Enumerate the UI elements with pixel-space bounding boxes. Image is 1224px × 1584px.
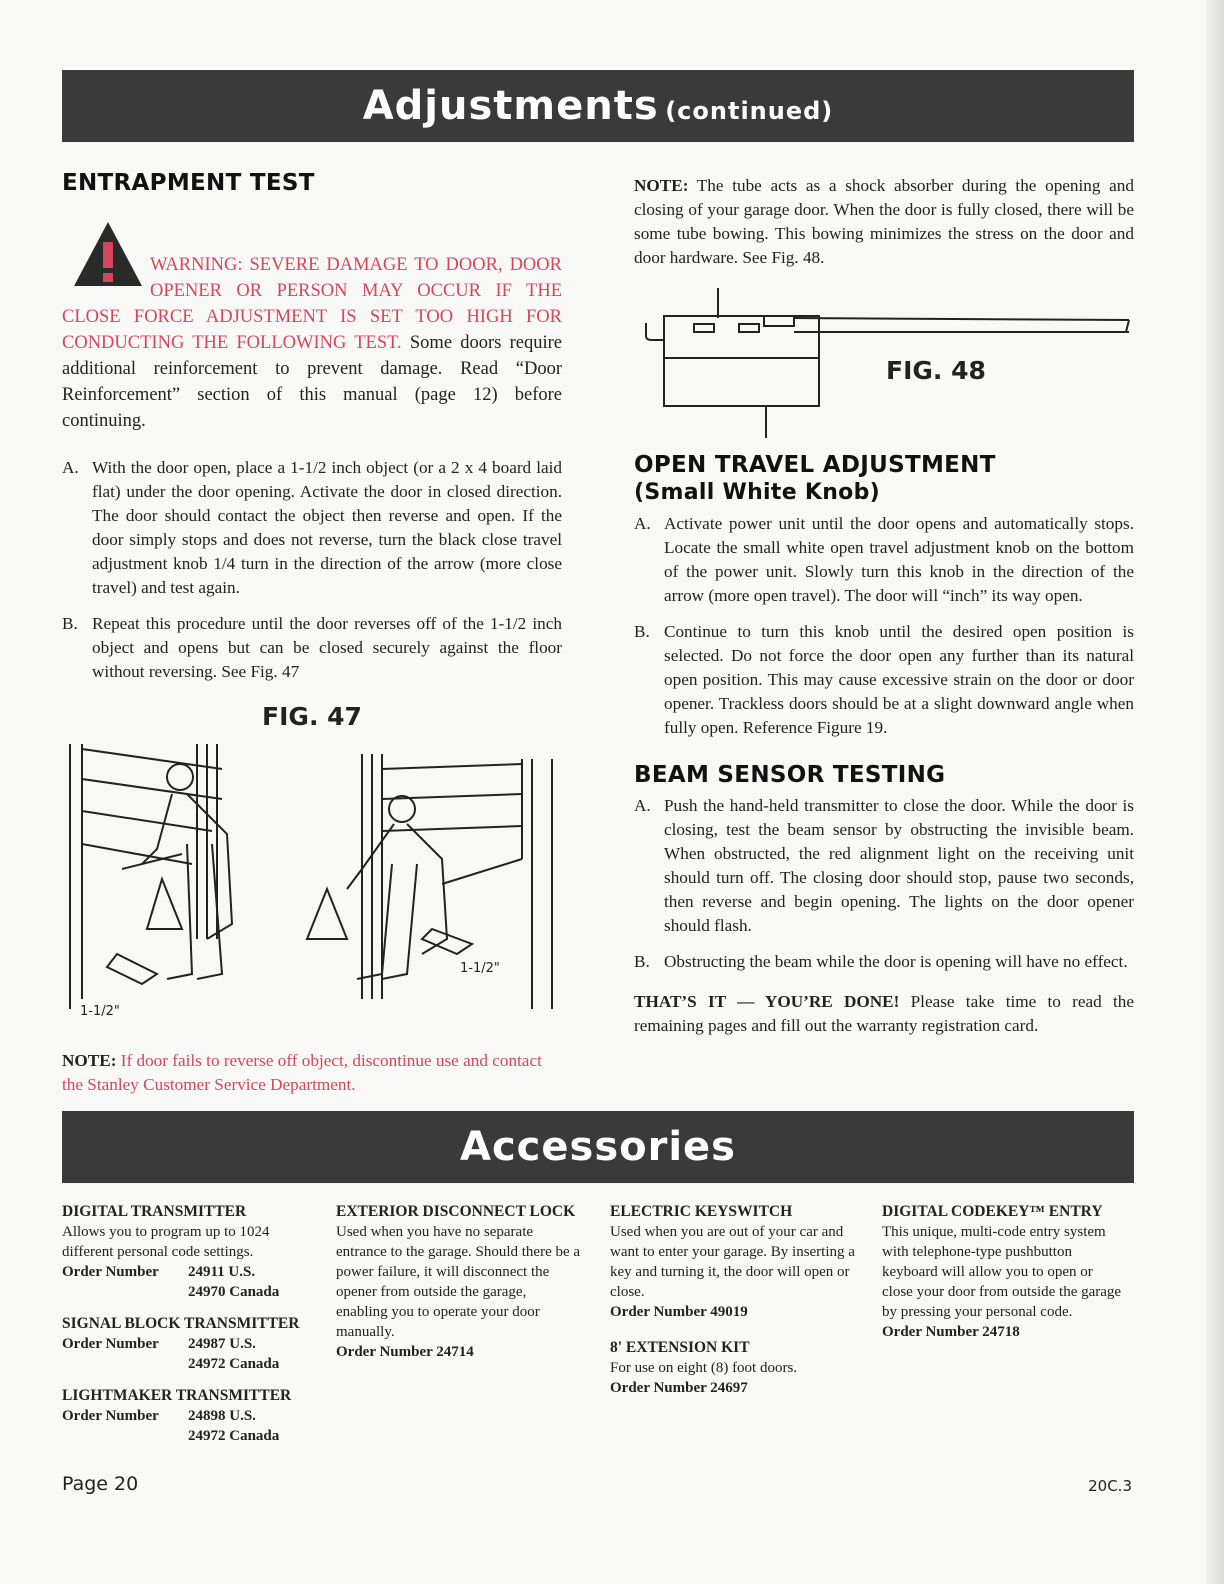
page-number: Page 20 [62,1473,139,1495]
keyswitch-order: Order Number 49019 [610,1304,748,1320]
keyswitch-title: ELECTRIC KEYSWITCH [610,1203,793,1220]
fig-47-label-right: 1-1/2" [460,960,500,976]
tube-note: NOTE: The tube acts as a shock absorber during the opening and closing of your garage door. When the door is fully closed, there will be some tube bowing. This bowing minimizes the stress on the door and door hardware. See Fig. 48. [634,176,1134,267]
digital-transmitter-order: Order Number 24911 U.S. [62,1264,256,1280]
banner-title: Adjustments [362,83,659,129]
fig-48-illustration [634,288,1134,438]
entrapment-heading: ENTRAPMENT TEST [62,170,315,196]
left-column [62,170,562,1097]
garage-door-test-illustration [62,739,562,1029]
codekey-desc: This unique, multi-code entry system with telephone-type pushbutton keyboard will allow you to open or close your door from outside the garage by pressing your personal code. [882,1224,1122,1320]
open-travel-subheading: (Small White Knob) [634,479,881,505]
fig-47-title: FIG. 47 [262,701,362,731]
entrapment-note: NOTE: If door fails to reverse off object, discontinue use and contact the Stanley Customer Service Department. [62,1050,542,1094]
open-travel-heading: OPEN TRAVEL ADJUSTMENT [634,452,996,478]
beam-step-a: A. Push the hand-held transmitter to close the door. While the door is closing, test the beam sensor by obstructing the invisible beam. When obstructed, the red alignment light on the receiving unit should turn off. The closing door should stop, pause two seconds, then reverse and begin opening. The lights on the door opener should flash. [634,795,1134,935]
warning-text: WARNING: SEVERE DAMAGE TO DOOR, DOOR OPENER OR PERSON MAY OCCUR IF THE CLOSE FORCE ADJUSTMENT IS SET TOO HIGH FOR CONDUCTING THE FOLLOWING TEST. [62,254,562,353]
warning-tail: Some doors require additional reinforcement to prevent damage. Read “Door Reinforcement” section of this manual (page 12) before continuing. [62,332,562,431]
extension-kit-order: Order Number 24697 [610,1380,748,1396]
accessories-col-2 [336,1202,581,1362]
open-step-a: A. Activate power unit until the door opens and automatically stops. Locate the small white open travel adjustment knob on the bottom of the power unit. Slowly turn this knob in the direction of the arrow (more open travel). The door will “inch” its way open. [634,513,1134,605]
exterior-lock-order: Order Number 24714 [336,1344,474,1360]
accessories-col-3 [610,1202,855,1398]
fig-47-label-left: 1-1/2" [80,1003,120,1019]
opener-unit-illustration [634,288,1134,438]
exterior-lock-title: EXTERIOR DISCONNECT LOCK [336,1203,576,1220]
entrapment-step-b: B. Repeat this procedure until the door reverses off of the 1-1/2 inch object and opens but can be closed securely against the floor without reversing. See Fig. 47 [62,613,562,681]
fig-48-title: FIG. 48 [886,356,986,385]
beam-sensor-heading: BEAM SENSOR TESTING [634,761,946,788]
accessories-col-4 [882,1202,1127,1342]
right-column [634,170,1134,1038]
entrapment-step-a: A. With the door open, place a 1-1/2 inch object (or a 2 x 4 board laid flat) under the door opening. Activate the door in closed direction. The door should contact the object then reverse and open. If the door simply stops and does not reverse, turn the black close travel adjustment knob 1/4 turn in the direction of the arrow (more close travel) and test again. [62,457,562,597]
signal-block-title: SIGNAL BLOCK TRANSMITTER [62,1315,300,1332]
fig-47-illustration [62,739,562,1029]
keyswitch-desc: Used when you are out of your car and want to enter your garage. By inserting a key and turning it, the door will open or close. [610,1224,855,1300]
digital-transmitter-desc: Allows you to program up to 1024 different personal code settings. [62,1224,270,1260]
accessories-title: Accessories [460,1124,736,1170]
extension-kit-title: 8' EXTENSION KIT [610,1339,750,1356]
exterior-lock-desc: Used when you have no separate entrance to the garage. Should there be a power failure, it will disconnect the opener from outside the garage, enabling you to operate your door manually. [336,1224,581,1340]
codekey-title: DIGITAL CODEKEY™ ENTRY [882,1203,1103,1220]
banner-subtitle: (continued) [665,97,834,125]
beam-step-b: B. Obstructing the beam while the door is opening will have no effect. [634,951,1128,971]
done-text: THAT’S IT — YOU’RE DONE! Please take time to read the remaining pages and fill out the warranty registration card. [634,991,1134,1035]
extension-kit-desc: For use on eight (8) foot doors. [610,1360,798,1376]
accessories-banner [62,1111,1134,1183]
warning-icon [72,218,144,290]
page-edge-shadow [1206,0,1224,1584]
codekey-order: Order Number 24718 [882,1324,1020,1340]
document-code: 20C.3 [1088,1477,1132,1495]
adjustments-banner [62,70,1134,142]
lightmaker-title: LIGHTMAKER TRANSMITTER [62,1387,292,1404]
accessories-col-1: DIGITAL TRANSMITTER Allows you to program up to 1024 different personal code settings. Order Number 24911 U.S. 24970 Canada SIGNAL BLOCK TRANSMITTER Order Number 24987 U.S. 24972 Canada LIGHTMAKER TRANSMITTER Order Number 24898 U.S. 24972 Canada [62,1202,307,1446]
signal-block-order: Order Number 24987 U.S. [62,1336,256,1352]
warning-block [62,208,562,434]
open-step-b: B. Continue to turn this knob until the desired open position is selected. Do not force the door open any further than its natural open position. This may cause excessive strain on the door or door opener. Trackless doors should be at a slight downward angle when fully open. Reference Figure 19. [634,621,1134,737]
lightmaker-order: Order Number 24898 U.S. [62,1408,256,1424]
digital-transmitter-title: DIGITAL TRANSMITTER [62,1203,247,1220]
